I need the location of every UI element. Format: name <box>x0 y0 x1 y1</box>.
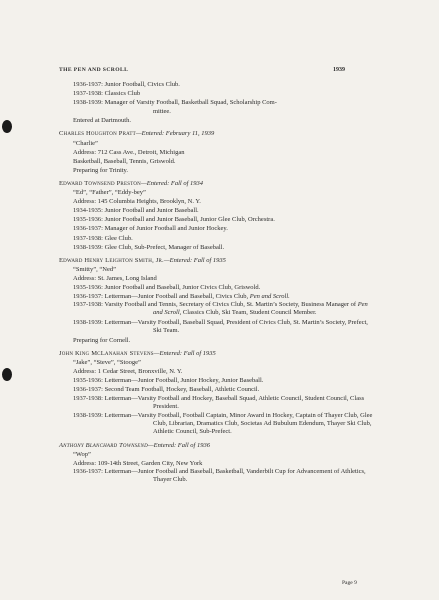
student-entry-heading <box>59 349 374 358</box>
entered-date: —Entered: February 11, 1939 <box>135 130 215 138</box>
student-name: Anthony Blanchard Townsend <box>59 441 148 449</box>
college-line: Preparing for Cornell. <box>73 336 131 344</box>
address: Address: 109-14th Street, Garden City, New York <box>73 459 203 467</box>
student-name: Charles Houghton Pratt <box>59 130 136 138</box>
nicknames: “Charlie” <box>73 139 98 147</box>
activity-line: 1936-1937: Letterman—Junior Football and Baseball, Civics Club, Pen and Scroll. <box>73 293 290 301</box>
address: Address: 712 Cass Ave., Detroit, Michigan <box>73 148 185 156</box>
activity-line: 1934-1935: Junior Football and Junior Baseball. <box>73 207 199 215</box>
activity-line: 1936-1937: Letterman—Junior Football and Baseball, Basketball, Vanderbilt Cup for Advancement of Athletics, Thayer Club. <box>73 467 366 484</box>
activity-line-continued: mittee. <box>153 108 171 116</box>
activity-line: 1937-1938: Varsity Football and Tennis, Secretary of Civics Club, St. Martin’s Society, Business Manager of Pen and Scroll, Classics Club, Ski Team, Student Council Member. <box>73 301 368 317</box>
binder-hole <box>2 368 12 381</box>
student-entry-heading <box>59 129 374 138</box>
page-number: Page 9 <box>342 580 357 586</box>
activity-line: 1935-1936: Junior Football and Baseball, Junior Civics Club, Griswold. <box>73 283 261 291</box>
nicknames: “Jake”, “Steve”, “Stooge” <box>73 359 141 367</box>
running-header-year: 1939 <box>333 67 345 73</box>
student-entry-heading <box>59 441 374 450</box>
activity-line: 1937-1938: Glee Club. <box>73 234 133 242</box>
activity-line: 1938-1939: Manager of Varsity Football, Basketball Squad, Scholarship Com- <box>73 99 277 107</box>
binder-hole <box>2 120 12 133</box>
nicknames: “Ed”, “Father”, “Eddy-bey” <box>73 189 146 197</box>
entered-date: —Entered: Fall of 1934 <box>140 179 204 187</box>
student-name: John King McLanahan Stevens <box>59 350 154 358</box>
nicknames: “Wop” <box>73 450 91 458</box>
address: Address: 145 Columbia Heights, Brooklyn, N. Y. <box>73 198 201 206</box>
nicknames: “Smitty”, “Ned” <box>73 265 116 273</box>
activity-line: 1936-1937: Second Team Football, Hockey, Baseball, Athletic Council. <box>73 386 260 394</box>
activity-line: 1936-1937: Junior Football, Civics Club. <box>73 81 180 88</box>
activity-line: 1938-1939: Letterman—Varsity Football, Baseball Squad, President of Civics Club, St. Martin’s Society, Prefect, Ski Team. <box>73 318 368 334</box>
activity-line: 1935-1936: Letterman—Junior Football, Junior Hockey, Junior Baseball. <box>73 377 264 385</box>
running-header-title: THE PEN AND SCROLL <box>59 67 129 73</box>
activity-line: 1937-1938: Letterman—Varsity Football and Hockey, Baseball Squad, Athletic Council, Student Council, Class President. <box>73 394 365 410</box>
student-name: Edward Henry Leighton Smith, Jr. <box>59 256 164 264</box>
college-line: Preparing for Trinity. <box>73 166 129 174</box>
page-content <box>59 80 374 485</box>
entered-date: —Entered: Fall of 1935 <box>153 350 216 358</box>
activity-line: 1938-1939: Glee Club, Sub-Prefect, Manager of Baseball. <box>73 243 225 251</box>
address: Address: 1 Cedar Street, Bronxville, N. Y. <box>73 368 183 376</box>
activity-line: Basketball, Baseball, Tennis, Griswold. <box>73 157 176 165</box>
activity-line: 1935-1936: Junior Football and Junior Baseball, Junior Glee Club, Orchestra. <box>73 216 275 224</box>
entered-date: —Entered: Fall of 1936 <box>147 441 210 449</box>
activity-line: 1937-1938: Classics Club <box>73 90 141 98</box>
address: Address: St. James, Long Island <box>73 274 157 282</box>
activity-line: 1938-1939: Letterman—Varsity Football, Football Captain, Minor Award in Hockey, Captain of Thayer Club, Glee Club, Librarian, Dramatics Club, Societas Ad Bubulum Edendum, Thayer Ski Club, Athletic Council, Sub-Prefect. <box>73 411 373 436</box>
student-entry-heading <box>59 256 374 265</box>
student-entry-heading <box>59 179 374 188</box>
entered-date: —Entered: Fall of 1935 <box>163 256 226 264</box>
activity-line: 1936-1937: Manager of Junior Football and Junior Hockey. <box>73 225 228 233</box>
student-name: Edward Townsend Preston <box>59 179 141 187</box>
college-line: Entered at Dartmouth. <box>73 117 131 125</box>
